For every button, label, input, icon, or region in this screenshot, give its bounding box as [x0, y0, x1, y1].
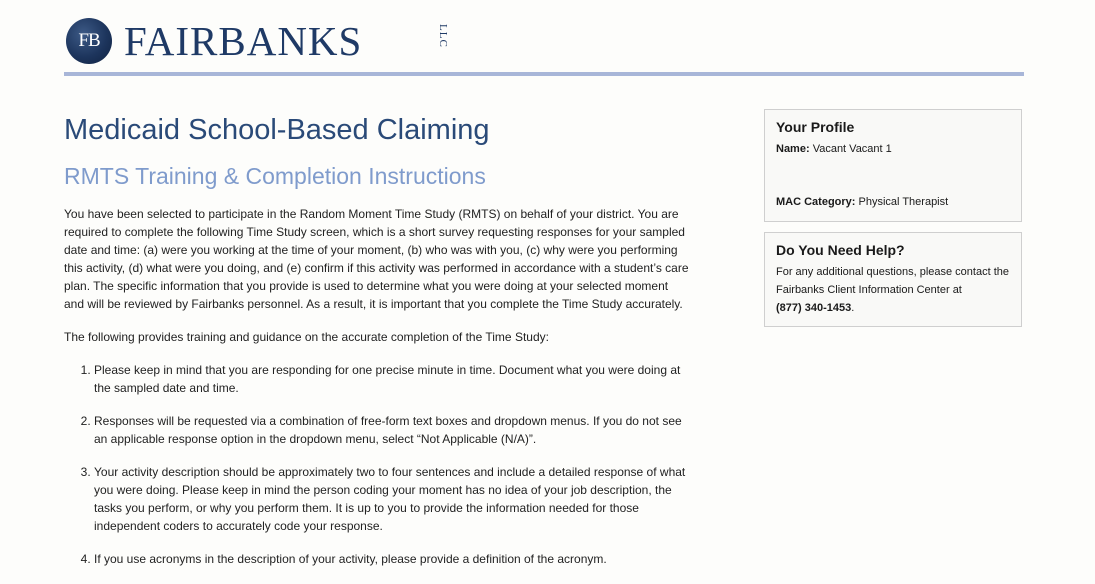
profile-panel [764, 109, 1022, 222]
logo-wordmark: FAIRBANKS [124, 18, 363, 64]
logo-suffix: LLC [437, 24, 449, 48]
instructions-list [64, 361, 689, 568]
help-description: For any additional questions, please contact the Fairbanks Client Information Center at [776, 266, 1009, 296]
instruction-item: 2. Responses will be requested via a combination of free-form text boxes and dropdown menus. If you do not see an applicable response option in the dropdown menu, select “Not Applicable (N/A)”. [94, 412, 689, 448]
help-text [776, 263, 1010, 317]
page-title: Medicaid School-Based Claiming [64, 114, 490, 146]
profile-mac-row [776, 193, 948, 211]
site-header [64, 14, 1024, 78]
logo-initials: FB [78, 30, 100, 51]
intro-paragraph: You have been selected to participate in the Random Moment Time Study (RMTS) on behalf of your district. You are required to complete the following Time Study screen, which is a short survey requesting responses for your sampled date and time: (a) were you working at the time of your moment, (b) who was with you, (c) why were you performing this activity, (d) what were you doing, and (e) confirm if this activity was performed in accordance with a student’s care plan. The specific information that you provide is used to determine what you were doing at your selected moment and will be reviewed by Fairbanks personnel. As a result, it is important that you complete the Time Study accurately. [64, 207, 689, 311]
header-divider [64, 72, 1024, 76]
lead-in-paragraph: The following provides training and guidance on the accurate completion of the Time Study: [64, 330, 549, 344]
profile-name-label: Name: [776, 143, 810, 155]
help-phone-suffix: . [851, 302, 855, 314]
help-panel [764, 232, 1022, 327]
profile-mac-label: MAC Category: [776, 196, 856, 208]
profile-name-row [776, 140, 1010, 158]
profile-mac-value: Physical Therapist [858, 196, 949, 208]
profile-name-value: Vacant Vacant 1 [812, 143, 892, 155]
help-phone-number: (877) 340-1453 [776, 302, 852, 314]
page-subtitle: RMTS Training & Completion Instructions [64, 163, 486, 189]
profile-title: Your Profile [776, 119, 855, 135]
help-title: Do You Need Help? [776, 242, 905, 258]
instruction-item: 4. If you use acronyms in the description of your activity, please provide a definition of the acronym. [94, 550, 689, 568]
instruction-item: 3. Your activity description should be approximately two to four sentences and include a detailed response of what you were doing. Please keep in mind the person coding your moment has no idea of your job description, the tasks you perform, or why you perform them. It is up to you to provide the information needed for those independent coders to accurately code your response. [94, 463, 689, 535]
instruction-item: 1. Please keep in mind that you are responding for one precise minute in time. Document what you were doing at the sampled date and time. [94, 361, 689, 397]
logo-badge [66, 18, 112, 64]
main-content [64, 112, 689, 583]
